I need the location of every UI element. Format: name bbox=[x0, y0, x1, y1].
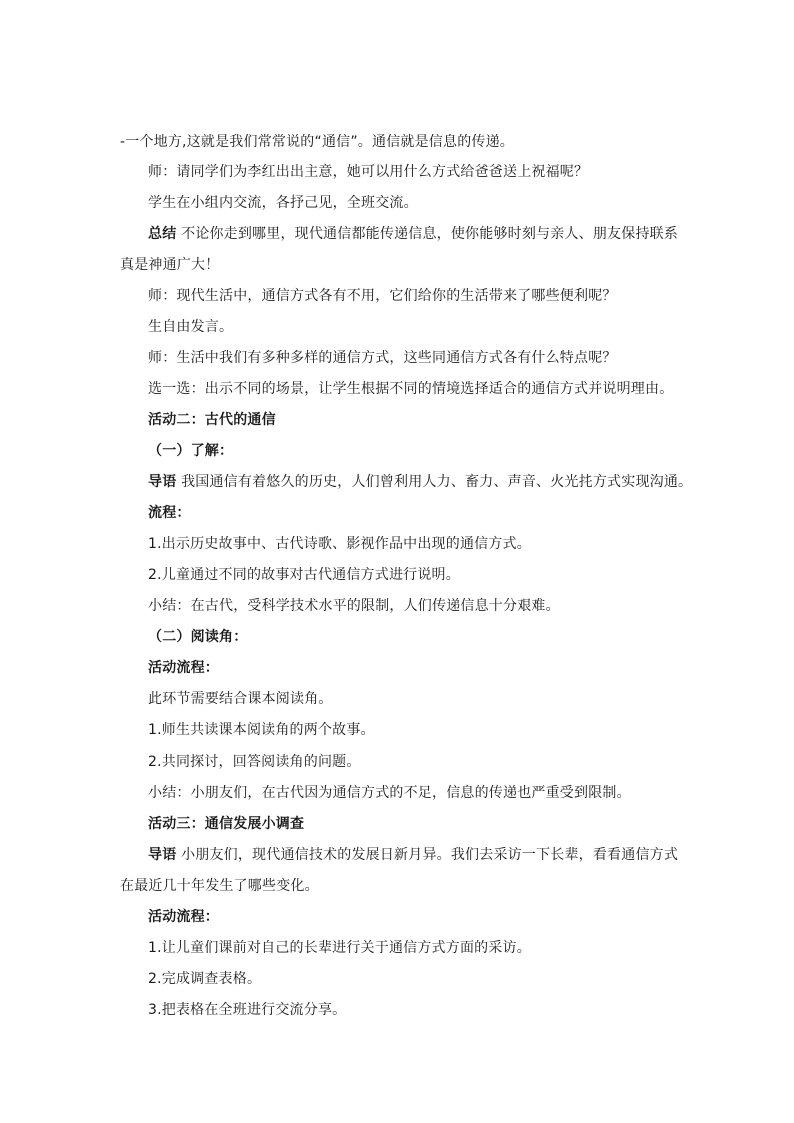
text-line: 导语 小朋友们，现代通信技术的发展日新月异。我们去采访一下长辈，看看通信方式 bbox=[148, 847, 679, 863]
text-line: 1.让儿童们课前对自己的长辈进行关于通信方式方面的采访。 bbox=[148, 940, 531, 956]
section-heading: 活动三：通信发展小调查 bbox=[148, 816, 305, 832]
text-line: 师：生活中我们有多种多样的通信方式，这些同通信方式各有什么特点呢？ bbox=[148, 350, 617, 366]
text-line: 选一选：出示不同的场景，让学生根据不同的情境选择适合的通信方式并说明理由。 bbox=[148, 381, 674, 397]
text-line: 真是神通广大！ bbox=[120, 257, 220, 273]
text-line: 导语 我国通信有着悠久的历史，人们曾利用人力、畜力、声音、火光扥方式实现沟通。 bbox=[148, 474, 693, 490]
text-line: 总结 不论你走到哪里，现代通信都能传递信息，使你能够时刻与亲人、朋友保持联系 bbox=[148, 226, 679, 242]
text-line: 小结：在古代，受科学技术水平的限制，人们传递信息十分艰难。 bbox=[148, 598, 560, 614]
section-heading: 活动流程： bbox=[148, 909, 219, 925]
text-line: 师：现代生活中，通信方式各有不用，它们给你的生活带来了哪些便利呢？ bbox=[148, 288, 617, 304]
text-line: 2.共同探讨，回答阅读角的问题。 bbox=[148, 754, 361, 770]
text-line: 3.把表格在全班进行交流分享。 bbox=[148, 1002, 347, 1018]
section-heading: 活动二：古代的通信 bbox=[148, 412, 276, 428]
section-heading: 活动流程： bbox=[148, 660, 219, 676]
section-heading: 流程： bbox=[148, 505, 191, 521]
text-line: 小结：小朋友们，在古代因为通信方式的不足，信息的传递也严重受到限制。 bbox=[148, 785, 631, 801]
text-line: 2.完成调查表格。 bbox=[148, 971, 262, 987]
text-line: 1.师生共读课本阅读角的两个故事。 bbox=[148, 722, 375, 738]
text-line: 1.出示历史故事中、古代诗歌、影视作品中出现的通信方式。 bbox=[148, 536, 531, 552]
text-line: -一个地方,这就是我们常常说的“通信”。通信就是信息的传递。 bbox=[120, 134, 515, 150]
text-line: 生自由发言。 bbox=[148, 319, 234, 335]
text-line: 师：请同学们为李红出出主意，她可以用什么方式给爸爸送上祝福呢？ bbox=[148, 164, 589, 180]
section-heading: （二）阅读角： bbox=[148, 629, 248, 645]
text-line: 学生在小组内交流，各抒己见，全班交流。 bbox=[148, 195, 418, 211]
text-line: 在最近几十年发生了哪些变化。 bbox=[120, 878, 319, 894]
text-line: 此环节需要结合课本阅读角。 bbox=[148, 691, 333, 707]
text-line: 2.儿童通过不同的故事对古代通信方式进行说明。 bbox=[148, 567, 460, 583]
section-heading: （一）了解： bbox=[148, 443, 234, 459]
